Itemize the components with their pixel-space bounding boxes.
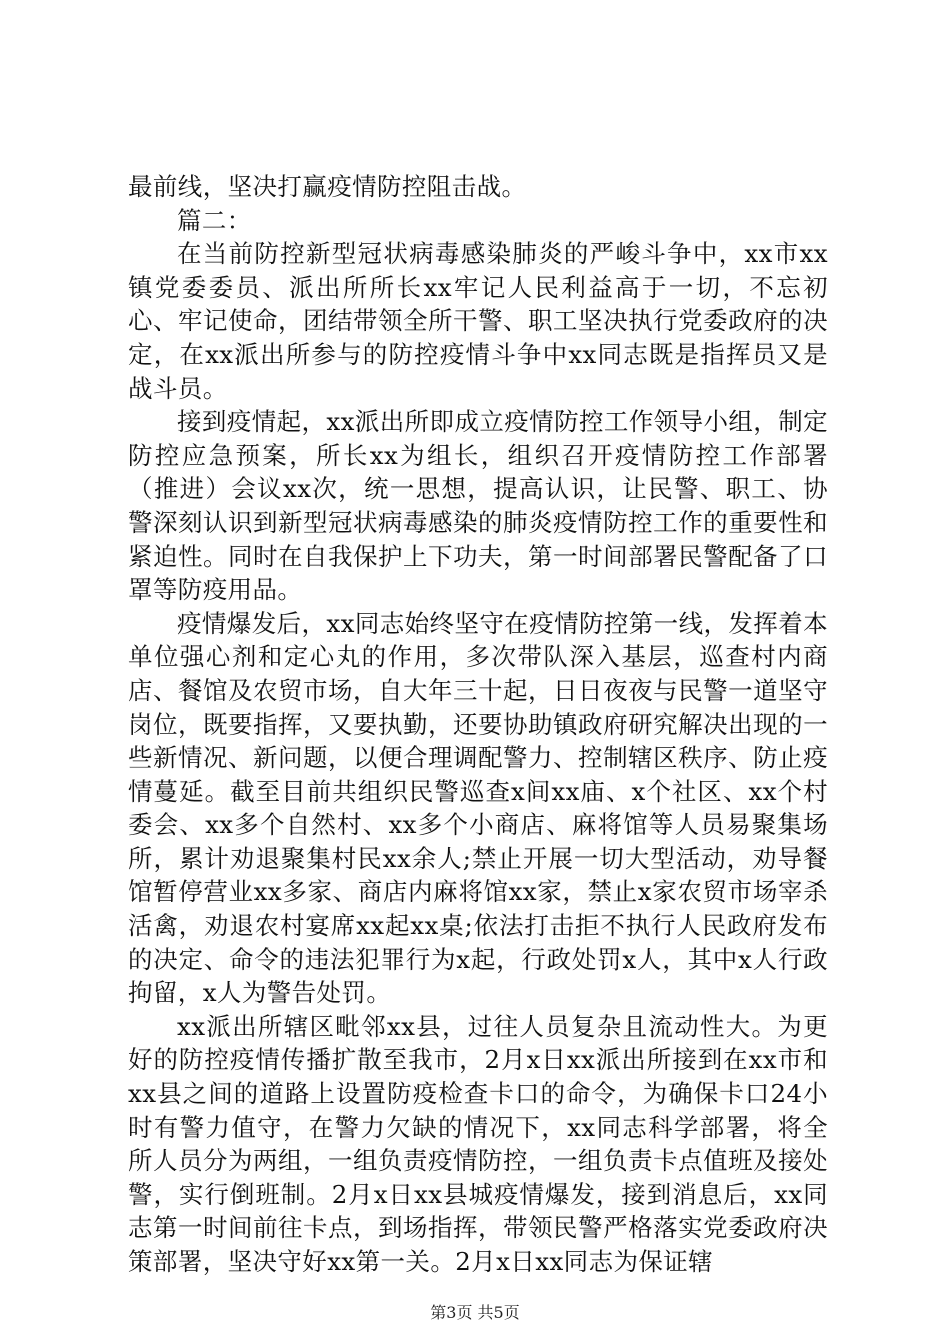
section-heading: 篇二： [177, 205, 252, 235]
paragraph: xx派出所辖区毗邻xx县，过往人员复杂且流动性大。为更好的防控疫情传播扩散至我市，2月x日xx派出所接到在xx市和xx县之间的道路上设置防疫检查卡口的命令，为确保卡口24小时有警力值守，在警力欠缺的情况下，xx同志科学部署，将全所人员分为两组，一组负责疫情防控，一组负责卡点值班及接处警，实行倒班制。2月x日xx县城疫情爆发，接到消息后，xx同志第一时间前往卡点，到场指挥，带领民警严格落实党委政府决策部署，坚决守好xx第一关。2月x日xx同志为保证辖 [128, 1011, 828, 1276]
paragraph-continuation: 最前线，坚决打赢疫情防控阻击战。 [128, 172, 527, 201]
paragraph: 在当前防控新型冠状病毒感染肺炎的严峻斗争中，xx市xx镇党委委员、派出所所长xx牢记人民利益高于一切，不忘初心、牢记使命，团结带领全所干警、职工坚决执行党委政府的决定，在xx派出所参与的防控疫情斗争中xx同志既是指挥员又是战斗员。 [128, 239, 828, 403]
document-body [128, 170, 828, 1279]
paragraph: 接到疫情起，xx派出所即成立疫情防控工作领导小组，制定防控应急预案，所长xx为组长，组织召开疫情防控工作部署（推进）会议xx次，统一思想，提高认识，让民警、职工、协警深刻认识到新型冠状病毒感染的肺炎疫情防控工作的重要性和紧迫性。同时在自我保护上下功夫，第一时间部署民警配备了口罩等防疫用品。 [128, 407, 828, 605]
page-number: 第3页 共5页 [430, 1303, 520, 1322]
paragraph: 疫情爆发后，xx同志始终坚守在疫情防控第一线，发挥着本单位强心剂和定心丸的作用，多次带队深入基层，巡查村内商店、餐馆及农贸市场，自大年三十起，日日夜夜与民警一道坚守岗位，既要指挥，又要执勤，还要协助镇政府研究解决出现的一些新情况、新问题，以便合理调配警力、控制辖区秩序、防止疫情蔓延。截至目前共组织民警巡查x间xx庙、x个社区、xx个村委会、xx多个自然村、xx多个小商店、麻将馆等人员易聚集场所，累计劝退聚集村民xx余人;禁止开展一切大型活动，劝导餐馆暂停营业xx多家、商店内麻将馆xx家，禁止x家农贸市场宰杀活禽，劝退农村宴席xx起xx桌;依法打击拒不执行人民政府发布的决定、命令的违法犯罪行为x起，行政处罚x人，其中x人行政拘留，x人为警告处罚。 [128, 608, 828, 1008]
